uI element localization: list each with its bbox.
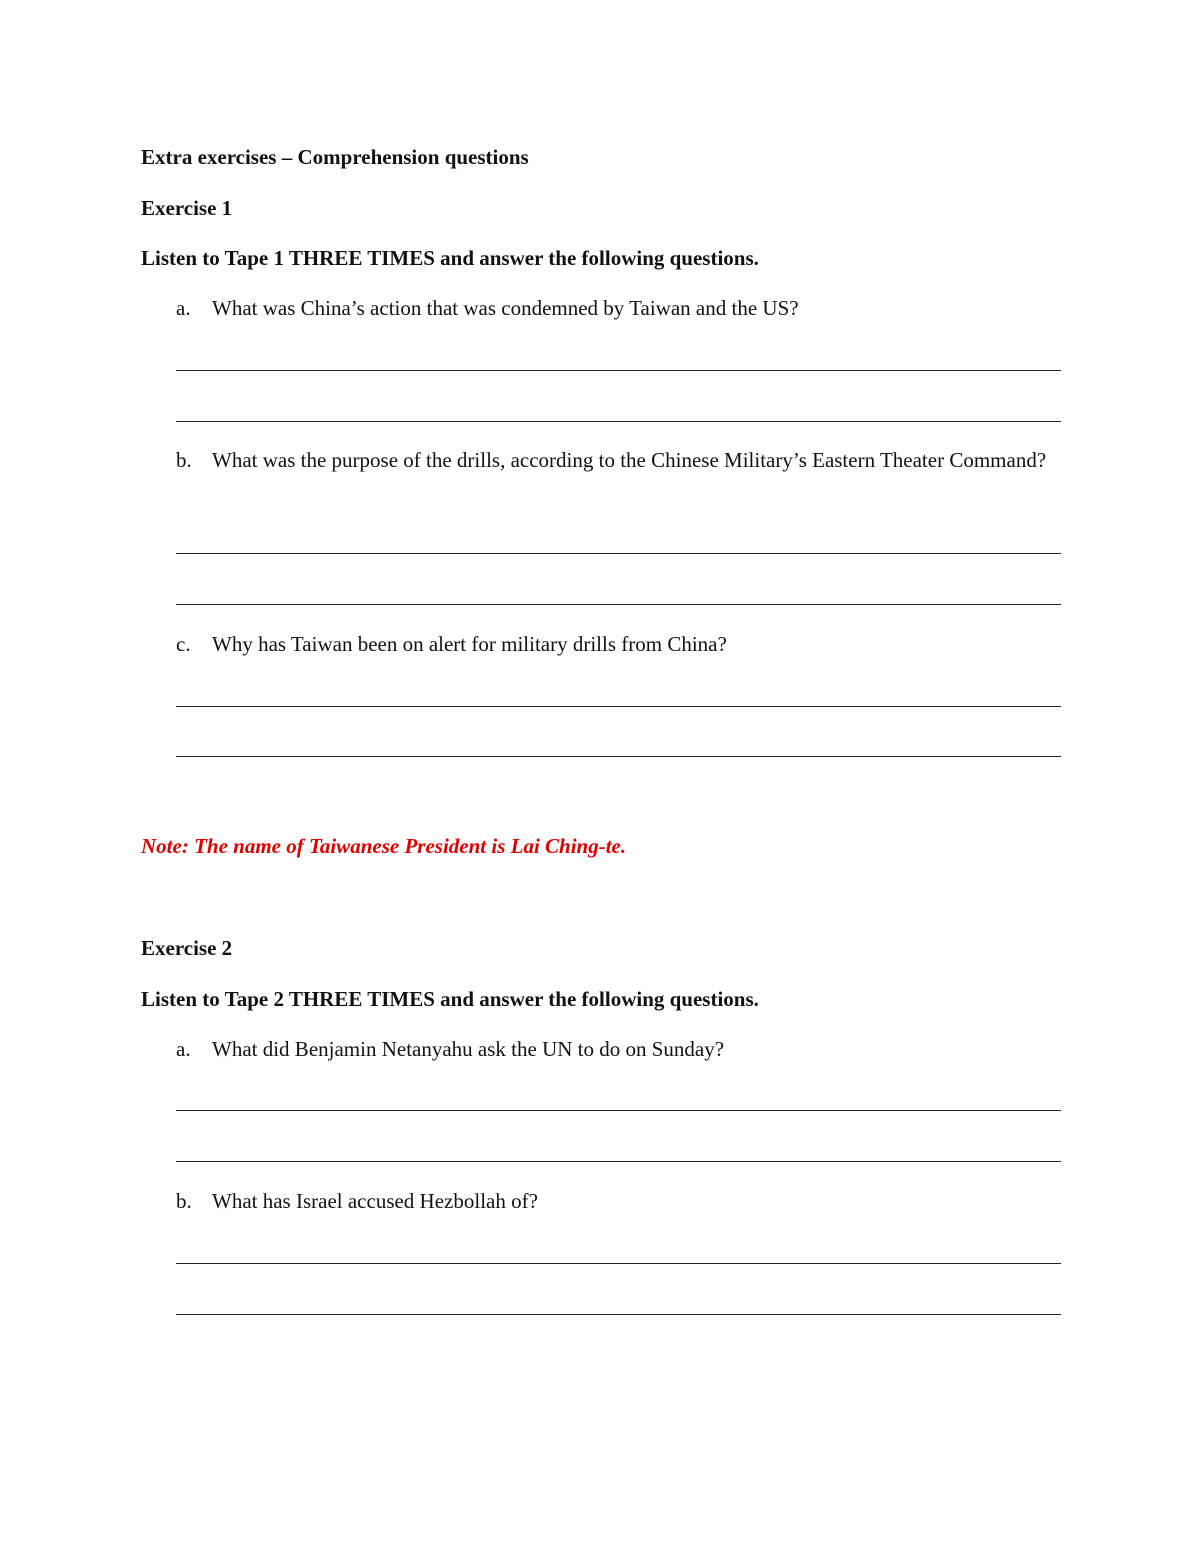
exercise-1-question-b [176, 445, 1058, 476]
exercise-1-instruction: Listen to Tape 1 THREE TIMES and answer the following questions. [141, 246, 759, 270]
question-text: Why has Taiwan been on alert for military drills from China? [212, 632, 727, 656]
exercise-2-heading: Exercise 2 [141, 936, 233, 960]
question-letter: c. [176, 632, 191, 656]
question-letter: b. [176, 448, 192, 472]
question-text: What did Benjamin Netanyahu ask the UN to do on Sunday? [212, 1037, 725, 1061]
exercise-1-heading: Exercise 1 [141, 196, 233, 220]
exercise-2-instruction: Listen to Tape 2 THREE TIMES and answer the following questions. [141, 987, 759, 1011]
question-text: What was China’s action that was condemned by Taiwan and the US? [212, 296, 799, 320]
answer-line[interactable] [176, 706, 1061, 707]
answer-line[interactable] [176, 1314, 1061, 1315]
answer-line[interactable] [176, 1110, 1061, 1111]
question-letter: a. [176, 296, 191, 320]
question-letter: b. [176, 1189, 192, 1213]
answer-line[interactable] [176, 1161, 1061, 1162]
answer-line[interactable] [176, 421, 1061, 422]
question-letter: a. [176, 1037, 191, 1061]
answer-line[interactable] [176, 604, 1061, 605]
exercise-2-question-b [176, 1186, 1058, 1217]
exercise-1-question-c [176, 629, 1058, 660]
answer-line[interactable] [176, 370, 1061, 371]
exercise-1-question-a [176, 293, 1058, 324]
note-text: Note: The name of Taiwanese President is Lai Ching-te. [141, 834, 627, 858]
answer-line[interactable] [176, 756, 1061, 757]
question-text: What was the purpose of the drills, according to the Chinese Military’s Eastern Theater Command? [212, 448, 1047, 472]
answer-line[interactable] [176, 553, 1061, 554]
exercise-2-question-a [176, 1034, 1058, 1065]
question-text: What has Israel accused Hezbollah of? [212, 1189, 538, 1213]
page-title: Extra exercises – Comprehension questions [141, 145, 529, 169]
answer-line[interactable] [176, 1263, 1061, 1264]
